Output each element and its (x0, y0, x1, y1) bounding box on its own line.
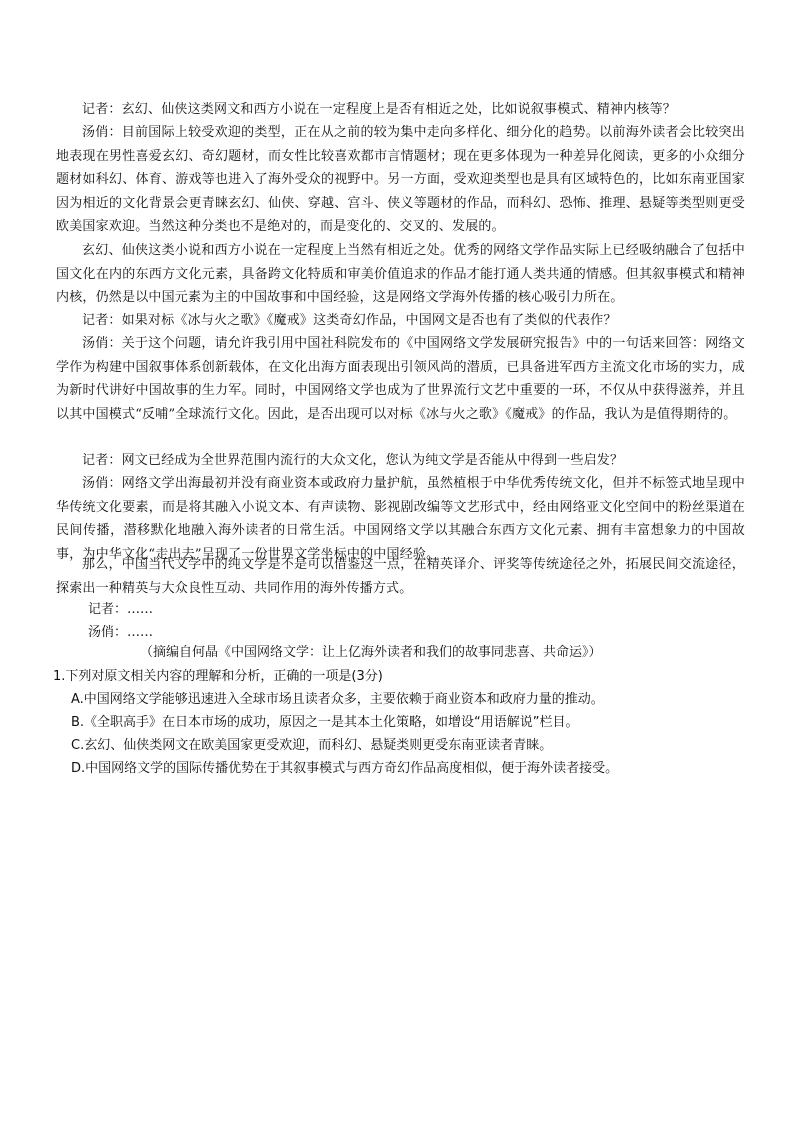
reporter-ellipsis: 记者：…… (88, 602, 154, 617)
paragraph-reporter-q1: 记者：玄幻、仙侠这类网文和西方小说在一定程度上是否有相近之处，比如说叙事模式、精神内核等？ (82, 102, 677, 117)
option-b: B.《全职高手》在日本市场的成功，原因之一是其本土化策略，如增设“用语解说”栏目。 (71, 715, 579, 730)
option-c: C.玄幻、仙侠类网文在欧美国家更受欢迎，而科幻、悬疑类则更受东南亚读者青睐。 (71, 738, 553, 753)
source-citation: （摘编自何晶《中国网络文学：让上亿海外读者和我们的故事同悲喜、共命运》） (140, 645, 602, 660)
tang-ellipsis: 汤俏：…… (88, 625, 154, 640)
question-stem: 1.下列对原文相关内容的理解和分析，正确的一项是(3分) (53, 669, 383, 684)
option-d: D.中国网络文学的国际传播优势在于其叙事模式与西方奇幻作品高度相似，便于海外读者接受。 (71, 761, 619, 776)
paragraph-answer-1b: 玄幻、仙侠这类小说和西方小说在一定程度上当然有相近之处。优秀的网络文学作品实际上已经吸纳融合了包括中国文化在内的东西方文化元素，具备跨文化特质和审美价值追求的作品才能打通人类共通的情感。但其叙事模式和精神内核，仍然是以中国元素为主的中国故事和中国经验，这是网络文学海外传播的核心吸引力所在。 (56, 243, 745, 305)
paragraph-answer-1: 汤俏：目前国际上较受欢迎的类型，正在从之前的较为集中走向多样化、细分化的趋势。以前海外读者会比较突出地表现在男性喜爱玄幻、奇幻题材，而女性比较喜欢都市言情题材；现在更多体现为一种差异化阅读，更多的小众细分题材如科幻、体育、游戏等也进入了海外受众的视野中。另一方面，受欢迎类型也是具有区域特色的，比如东南亚国家因为相近的文化背景会更青睐玄幻、仙侠、穿越、宫斗、侠义等题材的作品，而科幻、恐怖、推理、悬疑等类型则更受欧美国家欢迎。当然这种分类也不是绝对的，而是变化的、交叉的、发展的。 (56, 125, 745, 234)
paragraph-reporter-q3: 记者：网文已经成为全世界范围内流行的大众文化，您认为纯文学是否能从中得到一些启发？ (82, 453, 624, 468)
paragraph-answer-3b: 那么，中国当代文学中的纯文学是不是可以借鉴这一点，在精英译介、评奖等传统途径之外，拓展民间交流途径，探索出一种精英与大众良性互动、共同作用的海外传播方式。 (56, 557, 745, 596)
paragraph-answer-3: 汤俏：网络文学出海最初并没有商业资本或政府力量护航，虽然植根于中华优秀传统文化，但并不标签式地呈现中华传统文化要素，而是将其融入小说文本、有声读物、影视剧改编等文艺形式中，经由网络亚文化空间中的粉丝渠道在民间传播，潜移默化地融入海外读者的日常生活。中国网络文学以其融合东西方文化元素、拥有丰富想象力的中国故事，为中华文化“走出去”呈现了一份世界文学坐标中的中国经验。 (56, 476, 745, 562)
option-a: A.中国网络文学能够迅速进入全球市场且读者众多，主要依赖于商业资本和政府力量的推动。 (71, 692, 604, 707)
paragraph-answer-2: 汤俏：关于这个问题，请允许我引用中国社科院发布的《中国网络文学发展研究报告》中的一句话来回答：网络文学作为构建中国叙事体系创新载体，在文化出海方面表现出引领风尚的潜质，已具备进军西方主流文化市场的实力，成为新时代讲好中国故事的生力军。同时，中国网络文学也成为了世界流行文艺中重要的一环，不仅从中获得滋养，并且以其中国模式“反哺”全球流行文化。因此，是否出现可以对标《冰与火之歌》《魔戒》的作品，我认为是值得期待的。 (56, 336, 745, 422)
paragraph-reporter-q2: 记者：如果对标《冰与火之歌》《魔戒》这类奇幻作品，中国网文是否也有了类似的代表作？ (82, 313, 617, 328)
